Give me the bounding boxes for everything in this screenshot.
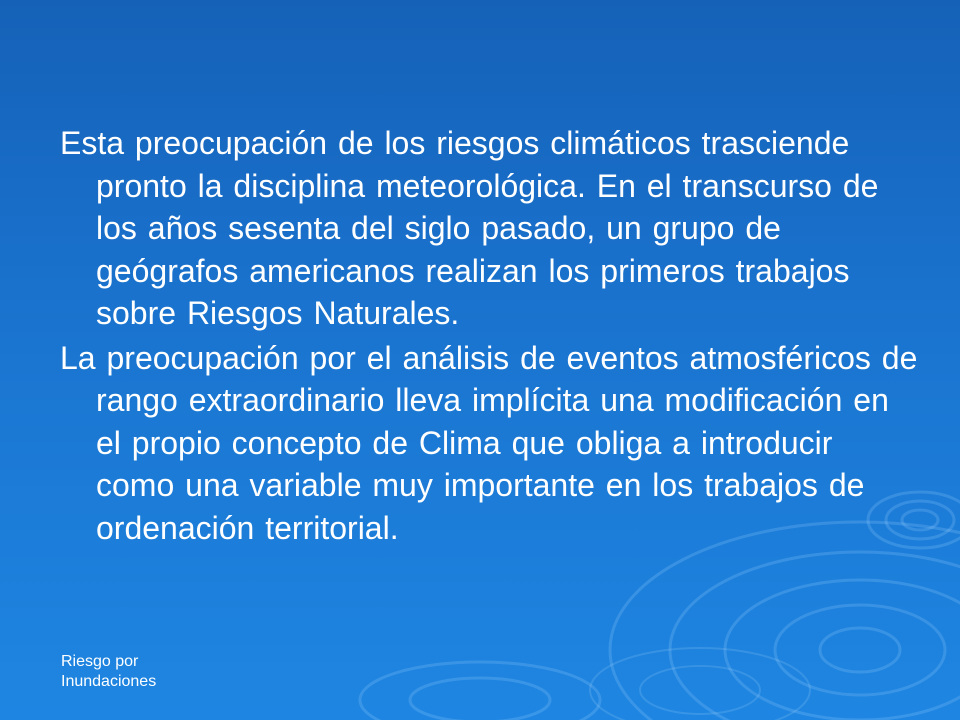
slide-body-text xyxy=(60,122,920,551)
paragraph-2: La preocupación por el análisis de eventos atmosféricos de rango extraordinario lleva implícita una modificación en el propio concepto de Clima que obliga a introducir como una variable muy importante en los trabajos de ordenación territorial. xyxy=(60,339,918,546)
slide-footer: Riesgo por Inundaciones xyxy=(61,653,157,690)
paragraph-1: Esta preocupación de los riesgos climáticos trasciende pronto la disciplina meteorológica. En el transcurso de los años sesenta del siglo pasado, un grupo de geógrafos americanos realizan los primeros trabajos sobre Riesgos Naturales. xyxy=(60,125,879,331)
